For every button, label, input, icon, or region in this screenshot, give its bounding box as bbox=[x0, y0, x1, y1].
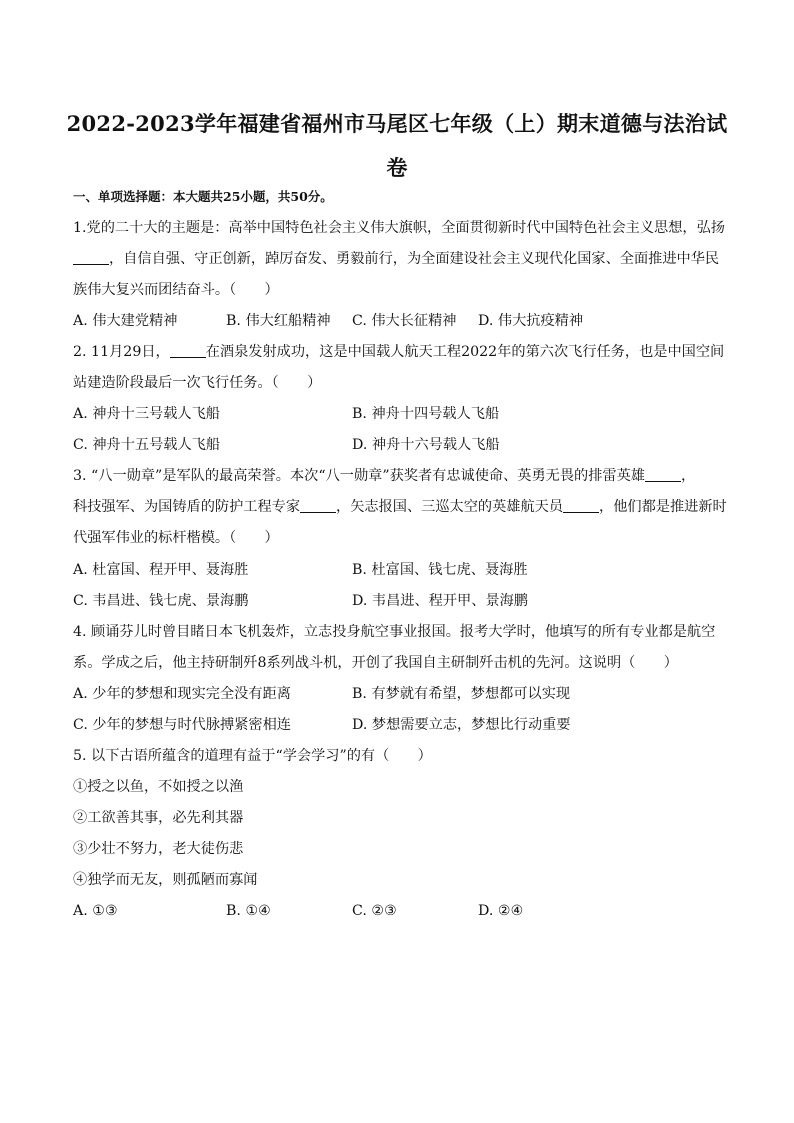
q3-option-c: C. 韦昌进、钱七虎、景海鹏 bbox=[73, 593, 249, 609]
answer-blank bbox=[645, 467, 681, 482]
title-line-2: 卷 bbox=[386, 155, 408, 180]
q1-stem-line-2: ，自信自强、守正创新，踔厉奋发、勇毅前行，为全面建设社会主义现代化国家、全面推进中华民 bbox=[73, 249, 719, 269]
q5-option-c: C. ②③ bbox=[352, 903, 397, 919]
q5-option-b: B. ①④ bbox=[226, 903, 271, 919]
q2-stem-line-1: 2. 11月29日， 在酒泉发射成功，这是中国载人航天工程2022年的第六次飞行任务，也是中国空间 bbox=[73, 344, 725, 360]
q1-option-c: C. 伟大长征精神 bbox=[352, 313, 457, 329]
answer-blank bbox=[563, 498, 599, 513]
q3-option-d: D. 韦昌进、程开甲、景海鹏 bbox=[352, 593, 528, 609]
q5-item-3: ③少壮不努力，老大徒伤悲 bbox=[73, 841, 244, 857]
q5-option-d: D. ②④ bbox=[478, 903, 524, 919]
q3-option-a: A. 杜富国、程开甲、聂海胜 bbox=[73, 562, 249, 578]
section-heading: 一、单项选择题：本大题共25小题，共50分。 bbox=[73, 189, 333, 204]
q5-stem-line-1: 5. 以下古语所蕴含的道理有益于“学会学习”的有（ ） bbox=[73, 748, 432, 764]
q5-item-4: ④独学而无友，则孤陋而寡闻 bbox=[73, 872, 258, 888]
answer-blank bbox=[73, 250, 109, 265]
q1-option-b: B. 伟大红船精神 bbox=[226, 313, 331, 329]
q4-stem-line-2: 系。学成之后，他主持研制歼8系列战斗机，开创了我国自主研制歼击机的先河。这说明（ ） bbox=[73, 655, 678, 671]
q4-option-b: B. 有梦就有希望，梦想都可以实现 bbox=[352, 686, 571, 702]
answer-blank bbox=[170, 343, 206, 358]
title-line-1: 2022-2023学年福建省福州市马尾区七年级（上）期末道德与法治试 bbox=[66, 111, 728, 136]
q5-item-1: ①授之以鱼，不如授之以渔 bbox=[73, 779, 244, 795]
q4-stem-line-1: 4. 顾诵芬儿时曾目睹日本飞机轰炸，立志投身航空事业报国。报考大学时，他填写的所有专业都是航空 bbox=[73, 624, 716, 640]
q4-option-c: C. 少年的梦想与时代脉搏紧密相连 bbox=[73, 717, 291, 733]
q1-option-a: A. 伟大建党精神 bbox=[73, 313, 178, 329]
q3-option-b: B. 杜富国、钱七虎、聂海胜 bbox=[352, 562, 528, 578]
q2-option-c: C. 神舟十五号载人飞船 bbox=[73, 437, 221, 453]
answer-blank bbox=[300, 498, 336, 513]
q1-stem-line-3: 族伟大复兴而团结奋斗。（ ） bbox=[73, 282, 279, 298]
q3-stem-line-3: 代强军伟业的标杆楷模。（ ） bbox=[73, 530, 279, 546]
q2-option-b: B. 神舟十四号载人飞船 bbox=[352, 406, 500, 422]
q5-option-a: A. ①③ bbox=[73, 903, 118, 919]
q1-option-d: D. 伟大抗疫精神 bbox=[478, 313, 584, 329]
q2-stem-line-2: 站建造阶段最后一次飞行任务。（ ） bbox=[73, 375, 322, 391]
q3-stem-line-1: 3. “八一勋章”是军队的最高荣誉。本次“八一勋章”获奖者有忠诚使命、英勇无畏的排雷英雄 ， bbox=[73, 468, 696, 484]
q5-item-2: ②工欲善其事，必先利其器 bbox=[73, 810, 244, 826]
q1-stem-line-1: 1.党的二十大的主题是：高举中国特色社会主义伟大旗帜，全面贯彻新时代中国特色社会主义思想，弘扬 bbox=[73, 220, 725, 236]
q2-option-d: D. 神舟十六号载人飞船 bbox=[352, 437, 500, 453]
q3-stem-line-2: 科技强军、为国铸盾的防护工程专家 ，矢志报国、三巡太空的英雄航天员 ，他们都是推进新时 bbox=[73, 499, 727, 515]
q4-option-d: D. 梦想需要立志，梦想比行动重要 bbox=[352, 717, 571, 733]
q2-option-a: A. 神舟十三号载人飞船 bbox=[73, 406, 220, 422]
q4-option-a: A. 少年的梦想和现实完全没有距离 bbox=[73, 686, 291, 702]
exam-title bbox=[60, 102, 734, 190]
